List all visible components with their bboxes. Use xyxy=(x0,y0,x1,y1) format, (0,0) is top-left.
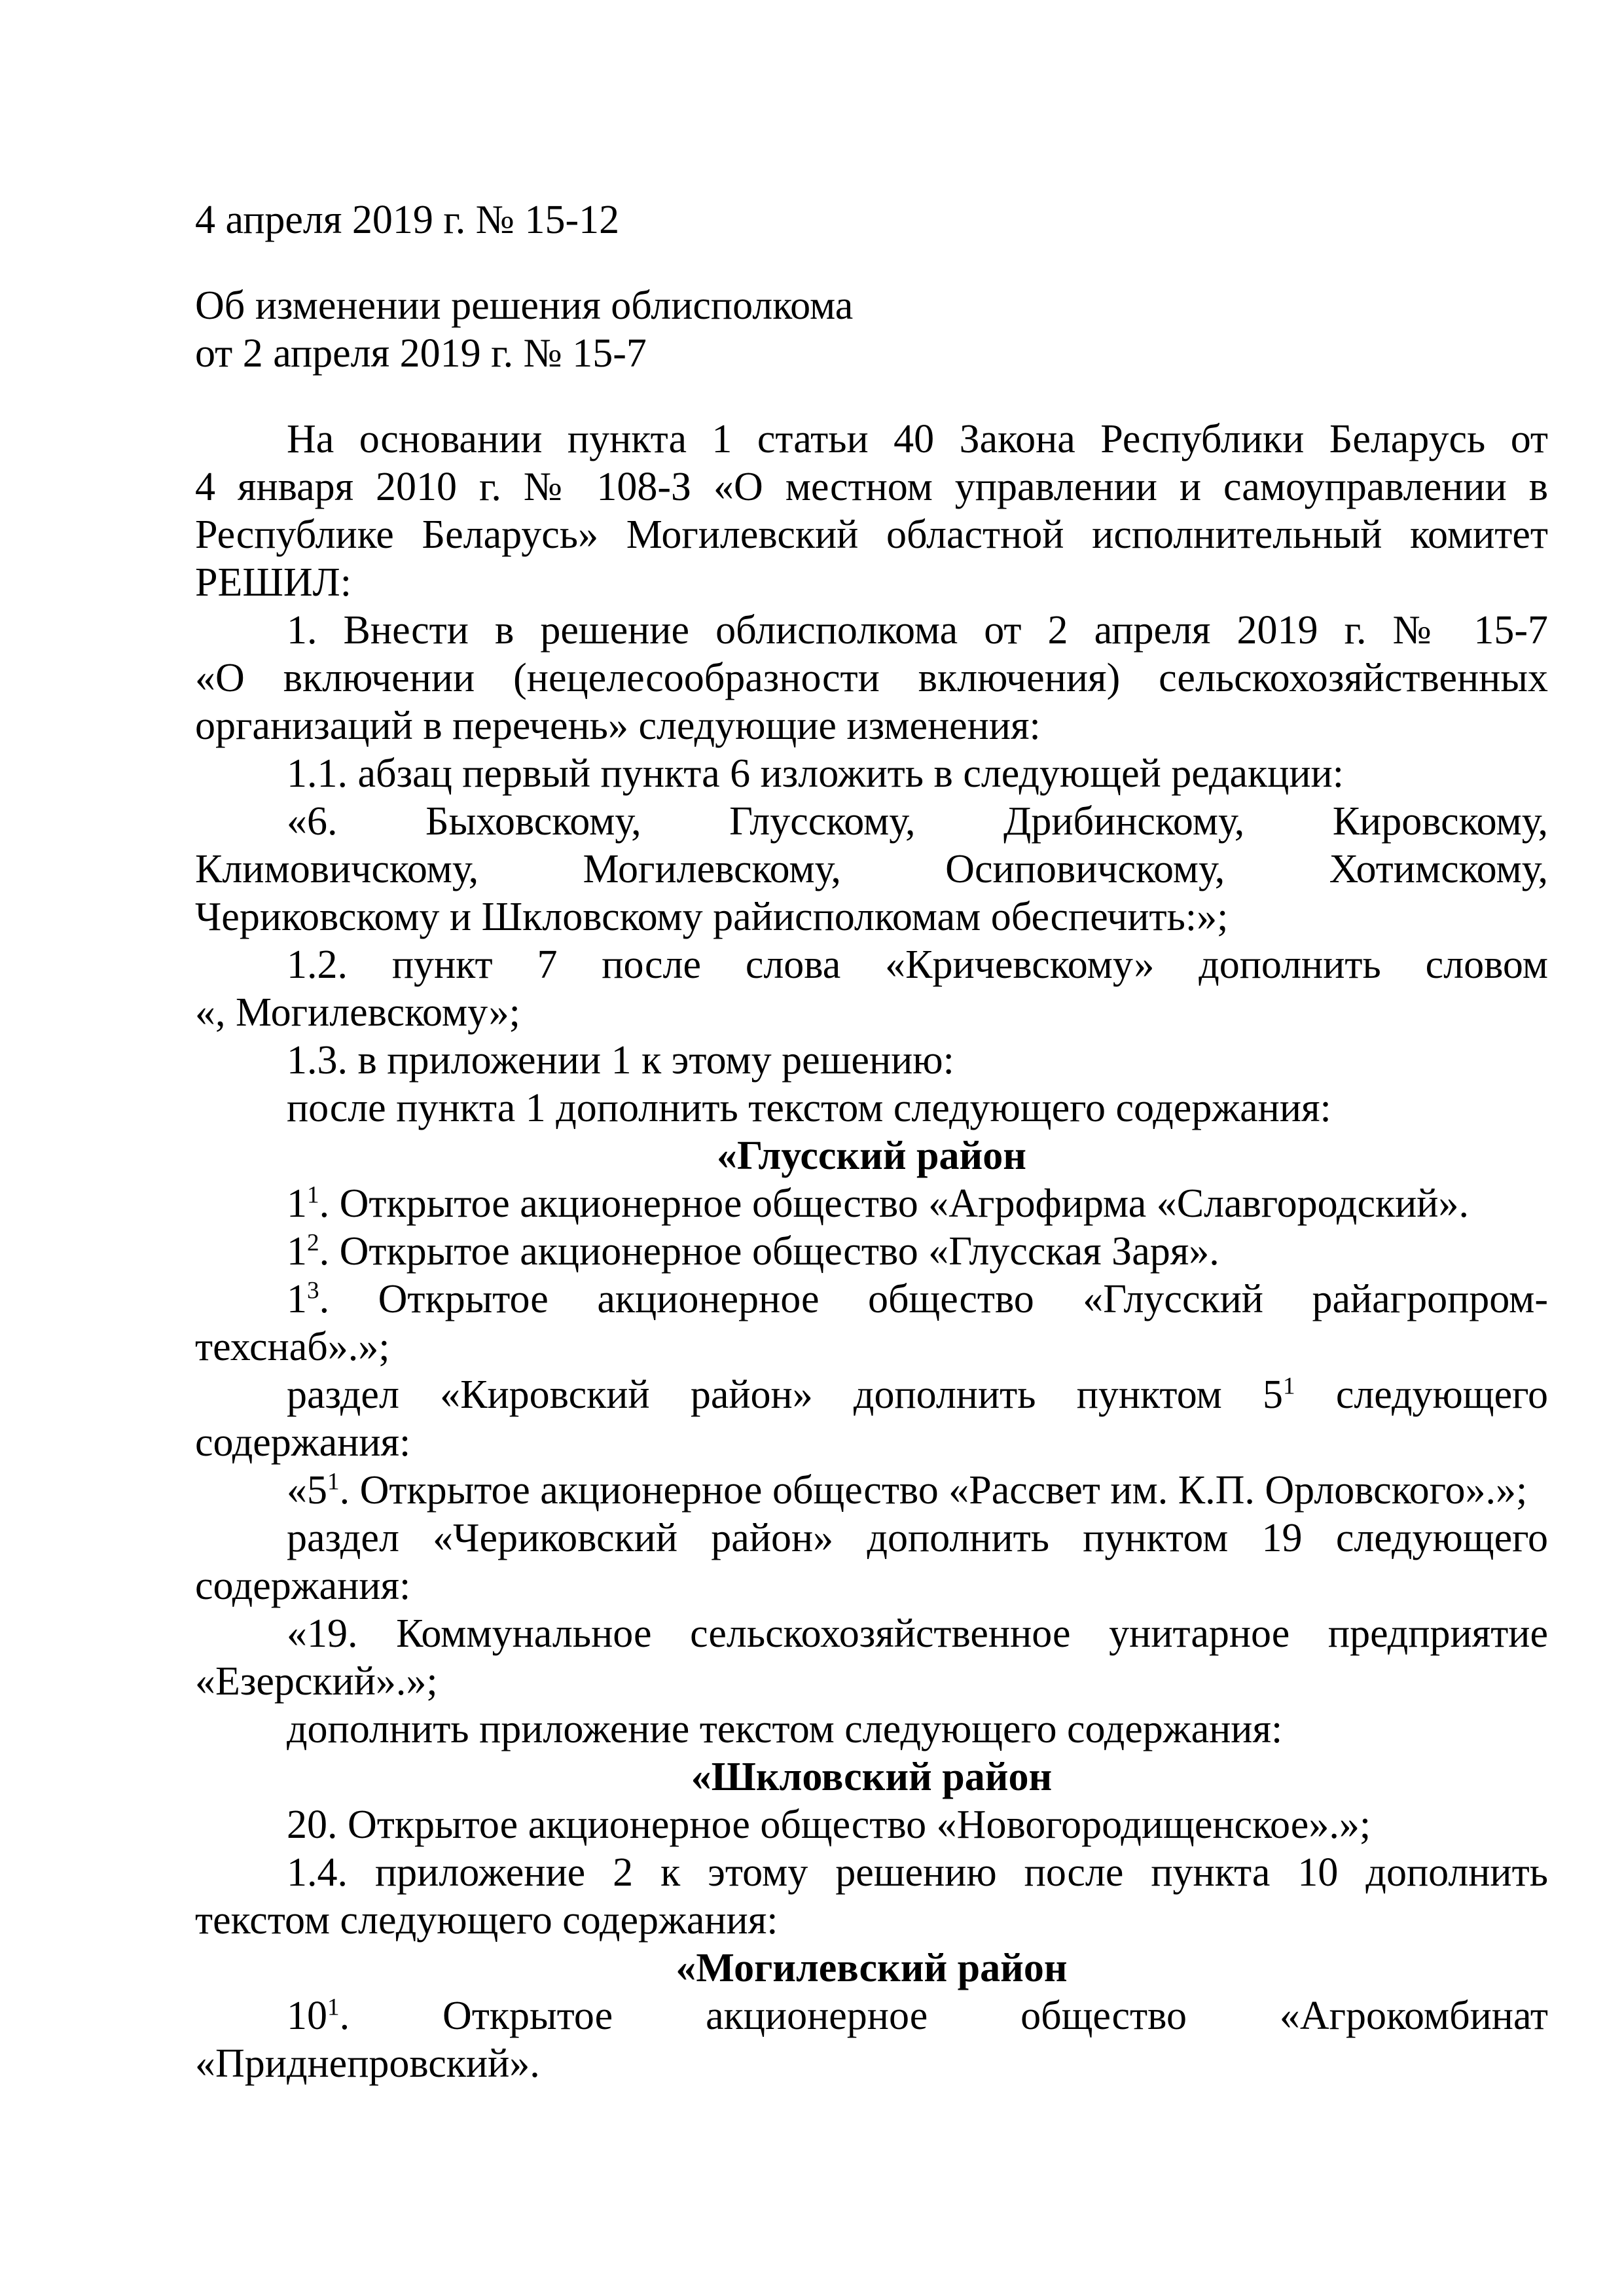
heading-shklovsky-district: «Шкловский район xyxy=(691,1755,1053,1799)
item-1-2-line-1: 1.2. пункт 7 после слова «Кричевскому» дополнить словом xyxy=(287,942,1548,987)
kirovsky-amendment-line-1: раздел «Кировский район» дополнить пунктом $5^1$ следующего xyxy=(287,1372,1548,1417)
cherikovsky-amendment-line-1: раздел «Чериковский район» дополнить пунктом 19 следующего xyxy=(287,1516,1548,1560)
entry-1-3-line-2: техснаб».»; xyxy=(195,1325,390,1369)
kirovsky-amendment-line-2: содержания: xyxy=(195,1420,411,1465)
entry-10-1-line-1: $10^1$. Открытое акционерное общество «Агрокомбинат xyxy=(287,1994,1548,2038)
entry-20-line: 20. Открытое акционерное общество «Новогородищенское».»; xyxy=(287,1803,1371,1847)
entry-5-1-line: «$5^1$. Открытое акционерное общество «Рассвет им. К.П. Орловского».»; xyxy=(287,1468,1528,1513)
item-1-1-text-line-2: Климовичскому, Могилевскому, Осиповичскому, Хотимскому, xyxy=(195,847,1548,891)
heading-glussky-district: «Глусский район xyxy=(717,1134,1026,1178)
item-1-line-3: организаций в перечень» следующие изменения: xyxy=(195,704,1041,748)
entry-19-line-2: «Езерский».»; xyxy=(195,1659,438,1704)
cherikovsky-amendment-line-2: содержания: xyxy=(195,1564,411,1608)
item-1-4-line-2: текстом следующего содержания: xyxy=(195,1898,778,1943)
entry-19-line-1: «19. Коммунальное сельскохозяйственное унитарное предприятие xyxy=(287,1611,1548,1656)
heading-mogilevsky-district: «Могилевский район xyxy=(676,1946,1068,1990)
item-1-1-text-line-3: Чериковскому и Шкловскому райисполкомам обеспечить:»; xyxy=(195,895,1229,939)
doc-subject-line-1: Об изменении решения облисполкома xyxy=(195,283,854,328)
preamble-line-2: 4 января 2010 г. № 108-З «О местном управлении и самоуправлении в xyxy=(195,465,1548,509)
preamble-line-3: Республике Беларусь» Могилевский областной исполнительный комитет xyxy=(195,512,1548,557)
item-1-line-2: «О включении (нецелесообразности включения) сельскохозяйственных xyxy=(195,656,1548,700)
entry-1-3-line-1: $1^3$. Открытое акционерное общество «Глусский райагропром- xyxy=(287,1277,1548,1321)
item-1-4-line-1: 1.4. приложение 2 к этому решению после пункта 10 дополнить xyxy=(287,1850,1548,1895)
blank-line xyxy=(195,378,1548,416)
item-1-2-line-2: «, Могилевскому»; xyxy=(195,990,520,1035)
item-1-3-after-point-1-line: после пункта 1 дополнить текстом следующего содержания: xyxy=(287,1086,1331,1130)
entry-1-2-line: $1^2$. Открытое акционерное общество «Глусская Заря». xyxy=(287,1229,1219,1274)
preamble-line-4: РЕШИЛ: xyxy=(195,560,352,605)
doc-date-number: 4 апреля 2019 г. № 15-12 xyxy=(195,198,620,242)
item-1-1-text-line-1: «6. Быховскому, Глусскому, Дрибинскому, Кировскому, xyxy=(287,799,1548,844)
append-annex-line: дополнить приложение текстом следующего содержания: xyxy=(287,1707,1283,1751)
blank-line xyxy=(195,244,1548,282)
item-1-1-intro-line: 1.1. абзац первый пункта 6 изложить в следующей редакции: xyxy=(287,751,1344,796)
entry-10-1-line-2: «Приднепровский». xyxy=(195,2041,540,2086)
item-1-3-intro-line: 1.3. в приложении 1 к этому решению: xyxy=(287,1038,954,1083)
entry-1-1-line: $1^1$. Открытое акционерное общество «Агрофирма «Славгородский». xyxy=(287,1181,1469,1226)
doc-subject-line-2: от 2 апреля 2019 г. № 15-7 xyxy=(195,331,647,376)
preamble-line-1: На основании пункта 1 статьи 40 Закона Республики Беларусь от xyxy=(287,417,1548,461)
item-1-line-1: 1. Внести в решение облисполкома от 2 апреля 2019 г. № 15-7 xyxy=(287,608,1548,653)
